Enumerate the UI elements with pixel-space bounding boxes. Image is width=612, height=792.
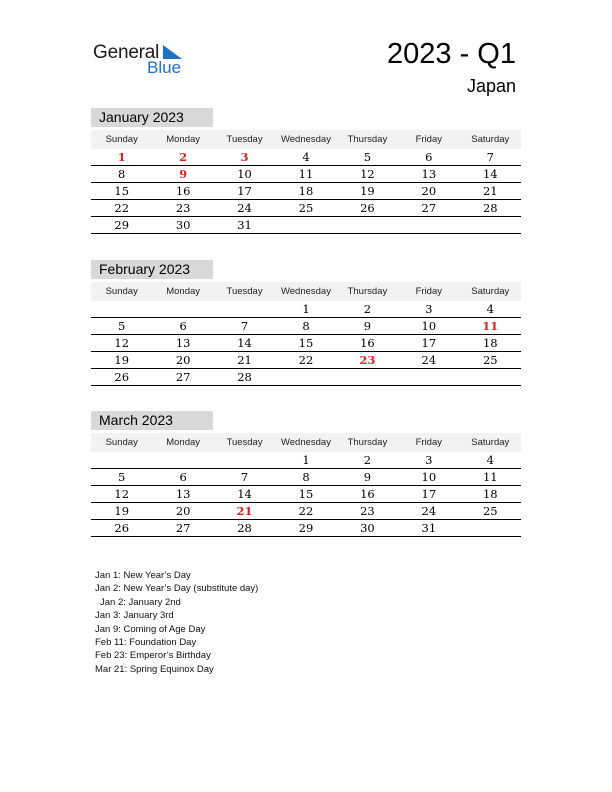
day-cell: 21 — [460, 183, 521, 200]
day-cell: 1 — [275, 301, 336, 318]
holiday-note: Mar 21: Spring Equinox Day — [95, 663, 214, 675]
day-cell: 3 — [398, 301, 459, 318]
day-cell: 4 — [275, 149, 336, 166]
day-cell: 23 — [337, 503, 398, 520]
day-cell: 3 — [398, 452, 459, 469]
day-cell — [91, 301, 152, 318]
holiday-note: Jan 3: January 3rd — [95, 610, 174, 622]
day-cell: 26 — [91, 369, 152, 386]
day-cell: 7 — [460, 149, 521, 166]
week-row — [91, 520, 521, 537]
page-title: 2023 - Q1 — [387, 38, 516, 70]
holiday-day-cell: 21 — [214, 503, 275, 520]
week-row — [91, 149, 521, 166]
day-cell: 27 — [152, 369, 213, 386]
weekday-header: Tuesday — [214, 130, 275, 149]
day-cell — [275, 217, 336, 234]
weekday-header: Wednesday — [275, 282, 336, 301]
day-cell — [398, 217, 459, 234]
week-row — [91, 318, 521, 335]
day-cell — [337, 369, 398, 386]
day-cell: 7 — [214, 469, 275, 486]
day-cell: 18 — [460, 335, 521, 352]
day-cell: 27 — [152, 520, 213, 537]
day-cell: 28 — [460, 200, 521, 217]
week-row — [91, 352, 521, 369]
day-cell: 28 — [214, 520, 275, 537]
day-cell: 8 — [275, 469, 336, 486]
day-cell: 22 — [91, 200, 152, 217]
month-calendar — [91, 282, 521, 386]
day-cell: 14 — [460, 166, 521, 183]
day-cell: 24 — [214, 200, 275, 217]
day-cell — [214, 452, 275, 469]
day-cell: 19 — [337, 183, 398, 200]
weekday-header: Thursday — [337, 282, 398, 301]
day-cell: 5 — [337, 149, 398, 166]
weekday-header: Wednesday — [275, 130, 336, 149]
month-january — [91, 108, 521, 234]
day-cell: 6 — [398, 149, 459, 166]
day-cell: 25 — [275, 200, 336, 217]
day-cell: 13 — [152, 335, 213, 352]
day-cell: 4 — [460, 301, 521, 318]
week-row — [91, 200, 521, 217]
holiday-note: Feb 11: Foundation Day — [95, 637, 197, 649]
week-row — [91, 486, 521, 503]
month-label: February 2023 — [91, 260, 213, 279]
week-row — [91, 183, 521, 200]
day-cell: 26 — [337, 200, 398, 217]
week-row — [91, 301, 521, 318]
day-cell: 26 — [91, 520, 152, 537]
day-cell: 13 — [152, 486, 213, 503]
day-cell: 12 — [91, 486, 152, 503]
day-cell: 21 — [214, 352, 275, 369]
weekday-header: Sunday — [91, 433, 152, 452]
day-cell: 17 — [214, 183, 275, 200]
weekday-header: Tuesday — [214, 282, 275, 301]
day-cell: 30 — [152, 217, 213, 234]
month-label: March 2023 — [91, 411, 213, 430]
day-cell: 12 — [337, 166, 398, 183]
logo-text-general: General — [93, 42, 160, 63]
day-cell: 11 — [275, 166, 336, 183]
day-cell: 20 — [152, 352, 213, 369]
week-row — [91, 503, 521, 520]
day-cell: 2 — [337, 301, 398, 318]
weekday-header: Thursday — [337, 433, 398, 452]
weekday-header: Wednesday — [275, 433, 336, 452]
day-cell: 9 — [337, 469, 398, 486]
month-label: January 2023 — [91, 108, 213, 127]
day-cell: 14 — [214, 335, 275, 352]
day-cell: 7 — [214, 318, 275, 335]
weekday-header-row — [91, 130, 521, 149]
month-march — [91, 411, 521, 537]
day-cell: 19 — [91, 352, 152, 369]
day-cell — [337, 217, 398, 234]
day-cell: 20 — [152, 503, 213, 520]
weekday-header: Thursday — [337, 130, 398, 149]
week-row — [91, 335, 521, 352]
weekday-header: Monday — [152, 433, 213, 452]
weekday-header-row — [91, 282, 521, 301]
day-cell — [152, 301, 213, 318]
day-cell: 15 — [275, 486, 336, 503]
day-cell: 15 — [91, 183, 152, 200]
day-cell: 30 — [337, 520, 398, 537]
weekday-header: Saturday — [460, 130, 521, 149]
day-cell — [398, 369, 459, 386]
day-cell: 16 — [152, 183, 213, 200]
weekday-header-row — [91, 433, 521, 452]
day-cell: 28 — [214, 369, 275, 386]
holiday-day-cell: 23 — [337, 352, 398, 369]
day-cell: 14 — [214, 486, 275, 503]
weekday-header: Sunday — [91, 130, 152, 149]
day-cell — [460, 217, 521, 234]
day-cell: 29 — [275, 520, 336, 537]
holiday-day-cell: 2 — [152, 149, 213, 166]
weekday-header: Saturday — [460, 282, 521, 301]
day-cell — [460, 520, 521, 537]
day-cell: 13 — [398, 166, 459, 183]
day-cell — [214, 301, 275, 318]
day-cell: 17 — [398, 486, 459, 503]
day-cell — [91, 452, 152, 469]
day-cell: 1 — [275, 452, 336, 469]
generalblue-logo — [93, 40, 193, 80]
month-february — [91, 260, 521, 386]
weekday-header: Saturday — [460, 433, 521, 452]
day-cell: 23 — [152, 200, 213, 217]
month-calendar — [91, 433, 521, 537]
day-cell: 18 — [275, 183, 336, 200]
weekday-header: Monday — [152, 130, 213, 149]
week-row — [91, 469, 521, 486]
weekday-header: Tuesday — [214, 433, 275, 452]
holiday-day-cell: 1 — [91, 149, 152, 166]
day-cell: 10 — [398, 469, 459, 486]
week-row — [91, 369, 521, 386]
day-cell: 19 — [91, 503, 152, 520]
day-cell: 25 — [460, 352, 521, 369]
day-cell: 16 — [337, 486, 398, 503]
day-cell — [275, 369, 336, 386]
day-cell: 27 — [398, 200, 459, 217]
weekday-header: Friday — [398, 130, 459, 149]
day-cell: 6 — [152, 469, 213, 486]
day-cell: 20 — [398, 183, 459, 200]
day-cell — [152, 452, 213, 469]
week-row — [91, 166, 521, 183]
country-name: Japan — [466, 76, 516, 96]
day-cell: 29 — [91, 217, 152, 234]
weekday-header: Friday — [398, 433, 459, 452]
day-cell: 8 — [275, 318, 336, 335]
day-cell: 5 — [91, 318, 152, 335]
holiday-notes — [95, 569, 258, 676]
day-cell: 4 — [460, 452, 521, 469]
day-cell: 8 — [91, 166, 152, 183]
day-cell: 24 — [398, 352, 459, 369]
day-cell: 2 — [337, 452, 398, 469]
holiday-day-cell: 9 — [152, 166, 213, 183]
holiday-day-cell: 3 — [214, 149, 275, 166]
logo-text-blue: Blue — [147, 58, 182, 77]
day-cell: 12 — [91, 335, 152, 352]
weekday-header: Friday — [398, 282, 459, 301]
holiday-day-cell: 11 — [460, 318, 521, 335]
day-cell: 22 — [275, 503, 336, 520]
week-row — [91, 452, 521, 469]
day-cell: 22 — [275, 352, 336, 369]
holiday-note: Jan 2: New Year’s Day (substitute day) — [95, 583, 259, 595]
day-cell: 25 — [460, 503, 521, 520]
month-calendar — [91, 130, 521, 234]
day-cell: 5 — [91, 469, 152, 486]
holiday-note: Jan 9: Coming of Age Day — [95, 623, 206, 635]
weekday-header: Monday — [152, 282, 213, 301]
week-row — [91, 217, 521, 234]
day-cell: 11 — [460, 469, 521, 486]
holiday-note: Jan 1: New Year’s Day — [95, 570, 191, 581]
day-cell: 16 — [337, 335, 398, 352]
day-cell: 6 — [152, 318, 213, 335]
day-cell: 31 — [214, 217, 275, 234]
day-cell — [460, 369, 521, 386]
weekday-header: Sunday — [91, 282, 152, 301]
holiday-note: Feb 23: Emperor’s Birthday — [95, 650, 211, 662]
day-cell: 31 — [398, 520, 459, 537]
day-cell: 9 — [337, 318, 398, 335]
day-cell: 10 — [398, 318, 459, 335]
day-cell: 17 — [398, 335, 459, 352]
day-cell: 15 — [275, 335, 336, 352]
day-cell: 10 — [214, 166, 275, 183]
day-cell: 24 — [398, 503, 459, 520]
holiday-note: Jan 2: January 2nd — [100, 596, 181, 608]
day-cell: 18 — [460, 486, 521, 503]
